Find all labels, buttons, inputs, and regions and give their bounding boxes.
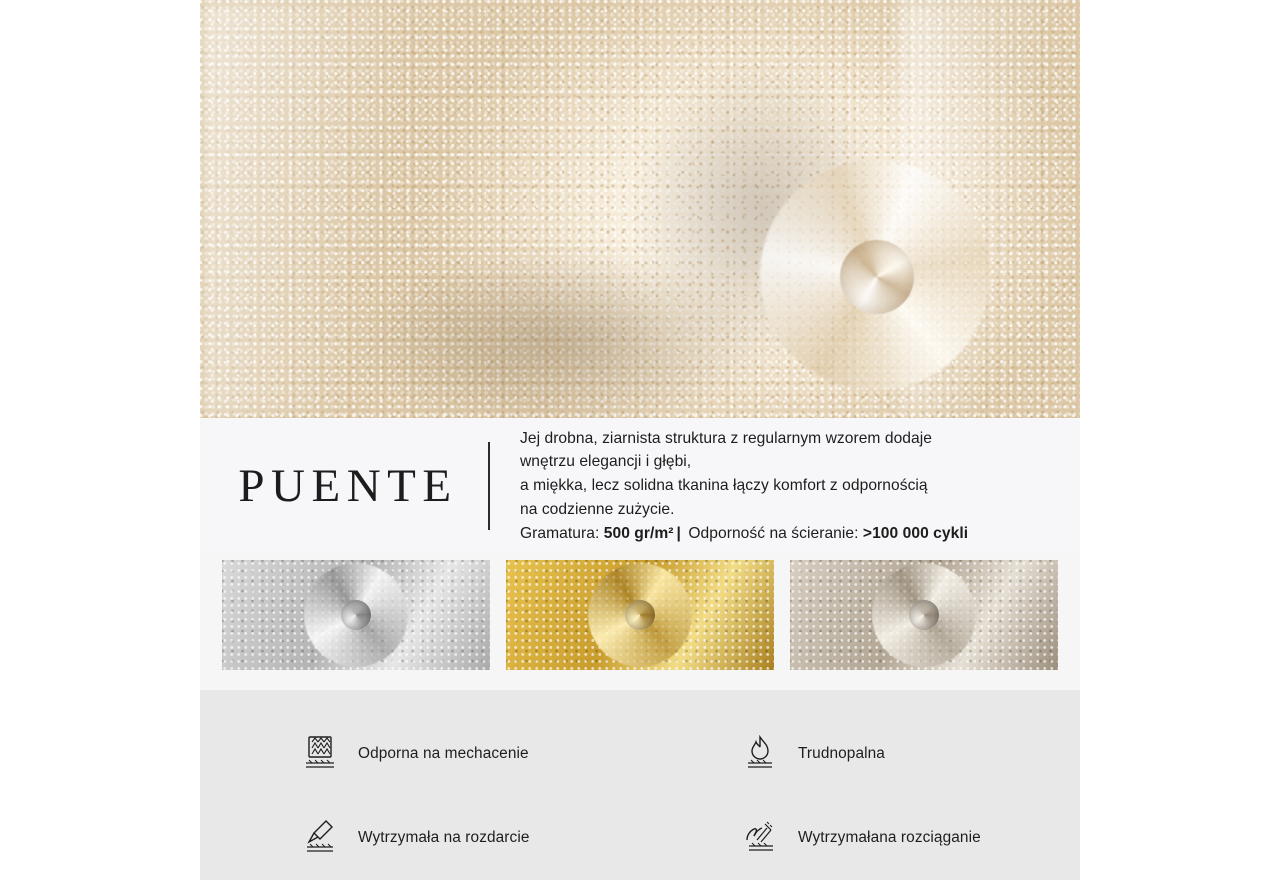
variant-thumbnail-grey[interactable] [222,560,490,670]
hero-swirl-core [840,240,914,314]
spec-separator: | [676,524,681,542]
title-description-band [200,418,1080,554]
feature-grid [200,690,1080,880]
vertical-divider [488,442,490,530]
pilling-resistance-icon [298,731,342,777]
tear-resistance-icon [298,815,342,861]
variant-swirl-core-mustard [625,600,655,630]
variant-thumbnail-taupe[interactable] [790,560,1058,670]
abrasion-label: Odporność na ścieranie: [683,524,863,542]
flame-retardant-icon [738,731,782,777]
feature-label-flame: Trudnopalna [798,745,885,762]
feature-row-2 [200,796,1080,880]
description-line-2: wnętrzu elegancji i głębi, [520,453,692,471]
description-line-4: na codzienne zużycie. [520,500,675,518]
feature-label-tear: Wytrzymała na rozdarcie [358,829,530,846]
variant-swirl-core-grey [341,600,371,630]
feature-stretch-resistance [670,815,1080,861]
weight-value: 500 gr/m² [603,524,674,542]
colour-variant-strip [200,560,1080,686]
variant-thumbnail-mustard[interactable] [506,560,774,670]
product-card [200,0,1080,880]
spec-line [520,522,1054,546]
left-margin [0,0,200,880]
description-line-1: Jej drobna, ziarnista struktura z regularnym wzorem dodaje [520,429,932,447]
variant-swirl-core-taupe [909,600,939,630]
brand-title-wrap [200,418,488,554]
weight-label: Gramatura: [520,524,604,542]
product-description [520,427,1080,545]
abrasion-value: >100 000 cykli [862,524,969,542]
hero-fabric-photo [200,0,1080,418]
right-margin [1080,0,1280,880]
feature-flame-retardant [670,731,1080,777]
feature-tear-resistance [200,815,670,861]
feature-pilling-resistance [200,731,670,777]
description-line-3: a miękka, lecz solidna tkanina łączy komfort z odpornością [520,477,928,495]
stretch-resistance-icon [738,815,782,861]
page-title: PUENTE [238,460,458,512]
hero-fold-left [200,0,500,418]
feature-row-1 [200,712,1080,796]
feature-label-pilling: Odporna na mechacenie [358,745,529,762]
feature-label-stretch: Wytrzymałana rozciąganie [798,829,981,846]
